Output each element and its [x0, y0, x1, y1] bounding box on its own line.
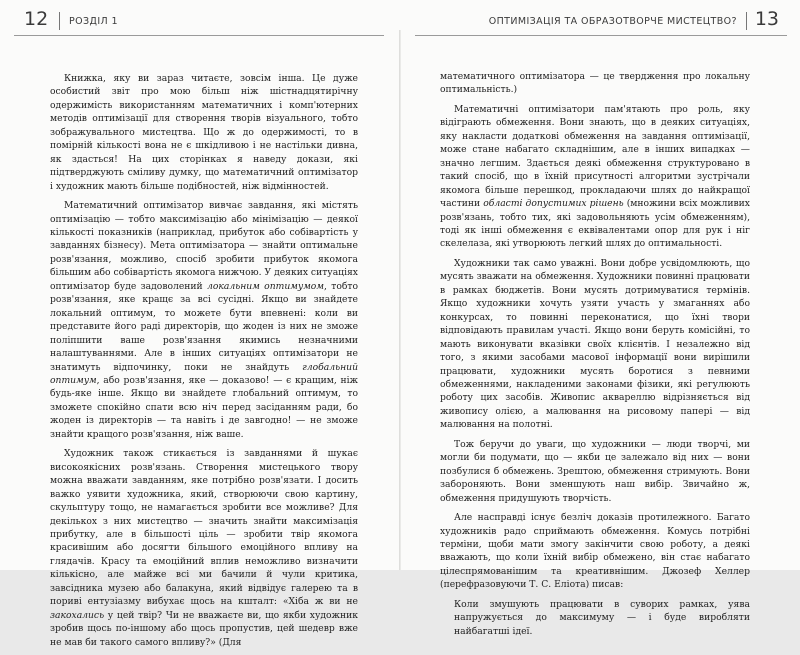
header-divider [746, 12, 747, 30]
text-run: Книжка, яку ви зараз читаєте, зовсім інша. Це дуже особистий звіт про мою більш ніж шістнадцятирічну одержимість використанням математичних і комп'ютерних методів оптимізації для створення творів візуального, тобто зображувального мистецтва. Що ж до одержимості, то в помірній кількості вона не є шкідливою і не настільки дивна, як здасться! На цих сторінках я наведу докази, які підтверджують сміливу думку, що математичний оптимізатор і художник мають більше подібностей, ніж відмінностей. [50, 73, 358, 192]
paragraph [440, 438, 750, 505]
header-rule [415, 35, 787, 36]
emphasized-term: області допустимих рішень [483, 198, 624, 210]
left-page-body [50, 72, 358, 655]
text-run: (множини всіх можливих розв'язань, тобто тих, які задовольняють усім обмеженням), тоді як інші обмеження є еквівалентами опор для рук і ніг скелелаза, які утворюють легкий шлях до оптимальності. [440, 198, 750, 250]
paragraph [50, 72, 358, 193]
block-quote: Коли змушують працювати в суворих рамках, уява напружується до максимуму — і буде виробляти найбагатші ідеї. [454, 598, 750, 637]
emphasized-term: локальним оптимумом [207, 280, 324, 292]
text-run: Тож беручи до уваги, що художники — люди творчі, ми могли би подумати, що — якби це залежало від них — вони позбулися б обмежень. Зрештою, обмеження стримують. Вони забороняють. Вони зменшують наш вибір. Звичайно ж, обмеження придушують творчість. [440, 438, 750, 504]
header-rule [14, 35, 384, 36]
right-page-number: 13 [754, 8, 779, 30]
text-run: Математичні оптимізатори пам'ятають про роль, яку відіграють обмеження. Вони знають, що в деяких ситуаціях, яку накласти додаткові обмеження на завдання оптимізації, може стане набагато складнішим, але в інших випадках — значно легшим. Здається деякі обмеження структуровано в такий спосіб, що в їхній присутності алгоритми зустрічали якомога більше перешкод, прокладаючи шлях до найкращої частини [440, 103, 750, 210]
paragraph [440, 103, 750, 251]
emphasized-term: закохались [50, 609, 105, 621]
text-run: , тобто розв'язання, яке кращє за всі сусідні. Якщо ви знайдете локальний оптимум, то можете бути впевнені: коли ви представите його раді директорів, що жоден із них не зможе поліпшити ваше розв'язання якимись незначними налаштуваннями. Але в інших ситуаціях оптимізатори не знатимуть відпочинку, поки не знайдуть [50, 280, 358, 373]
paragraph [50, 447, 358, 649]
text-run: Художник також стикається із завданнями й шукає високоякісних розв'язань. Створення мистецького твору можна вважати завданням, яке потрібно розв'язати. І досить важко уявити художника, який, створюючи свою картину, скульптуру тощо, не намагається зробити все можливе? Для декількох з них мистецтво — значить знайти максимізація прибутку, але в більшості ціль — зробити твір якомога красивішим або досягти більшого емоційного впливу на глядачів. Красу та емоційний вплив неможливо визначити кількісно, але майже всі ми бачили й чули критика, завсідника музею або балакуна, який відвідує галерею та в пориві ентузіазму вибухає щось на кшталт: «Хіба ж ви не [50, 448, 358, 608]
right-page-body [440, 70, 750, 644]
left-page-number: 12 [24, 8, 49, 30]
left-page-header [14, 10, 384, 36]
text-run: у цей твір? Чи не вважаєте ви, що якби художник зробив щось по-іншому або щось пропустив, цей шедевр вже не мав би такого самого впливу?» (Для [50, 609, 358, 648]
emphasized-term: глобальний оптимум [50, 361, 358, 386]
left-running-head: РОЗДІЛ 1 [69, 16, 118, 27]
right-running-head: ОПТИМІЗАЦІЯ ТА ОБРАЗОТВОРЧЕ МИСТЕЦТВО? [488, 16, 737, 27]
text-run: математичного оптимізатора — це твердження про локальну оптимальність.) [440, 71, 750, 96]
paragraph [440, 257, 750, 432]
text-run: Художники так само уважні. Вони добре усвідомлюють, що мусять зважати на обмеження. Художники повинні працювати в рамках бюджетів. Вони мусять дотримуватися термінів. Якщо художники хочуть узяти участь у змаганнях або конкурсах, то повинні переконатися, що їхні твори відповідають правилам участі. Якщо вони беруть комісійні, то мають виконувати вказівки своїх клієнтів. І незалежно від того, з якими засобами масової інформації вони вирішили працювати, художники мусять боротися з певними обмеженнями, накладеними законами фізики, які регулюють роботу цих засобів. Живопис аквареллю відрізняється від живопису олією, а малювання на рисовому папері — від малювання на полотні. [440, 257, 750, 431]
text-run: , або розв'язання, яке — доказово! — є кращим, ніж будь-яке інше. Якщо ви знайдете глобальний оптимум, то зможете спокійно спати всю ніч перед засіданням ради, бо жоден із директорів — та навіть і де завгодно! — не зможе знайти кращого розв'язання, ніж ваше. [50, 374, 358, 440]
text-run: Математичний оптимізатор вивчає завдання, які містять оптимізацію — тобто максимізацію або мінімізацію — деякої кількості показників (наприклад, прибуток або собівартість у завданнях бізнесу). Мета оптимізатора — знайти оптимальне розв'язання, можливо, спосіб зробити прибуток якомога більшим або собівартість якомога нижчою. У деяких ситуаціях оптимізатор буде задоволений [50, 200, 358, 292]
paragraph [440, 511, 750, 592]
page-gutter [399, 30, 401, 570]
right-page-header [415, 10, 787, 36]
text-run: Але насправді існує безліч доказів протилежного. Багато художників радо сприймають обмеження. Комусь потрібні терміни, щоби мати змогу закінчити свою роботу, а деякі вважають, що коли їхній вибір обмежено, він стає набагато цілеспрямованішим та креативнішим. Джозеф Хеллер (перефразовуючи Т. С. Еліота) писав: [440, 512, 750, 591]
header-divider [59, 12, 60, 30]
paragraph [50, 199, 358, 441]
paragraph [440, 70, 750, 97]
